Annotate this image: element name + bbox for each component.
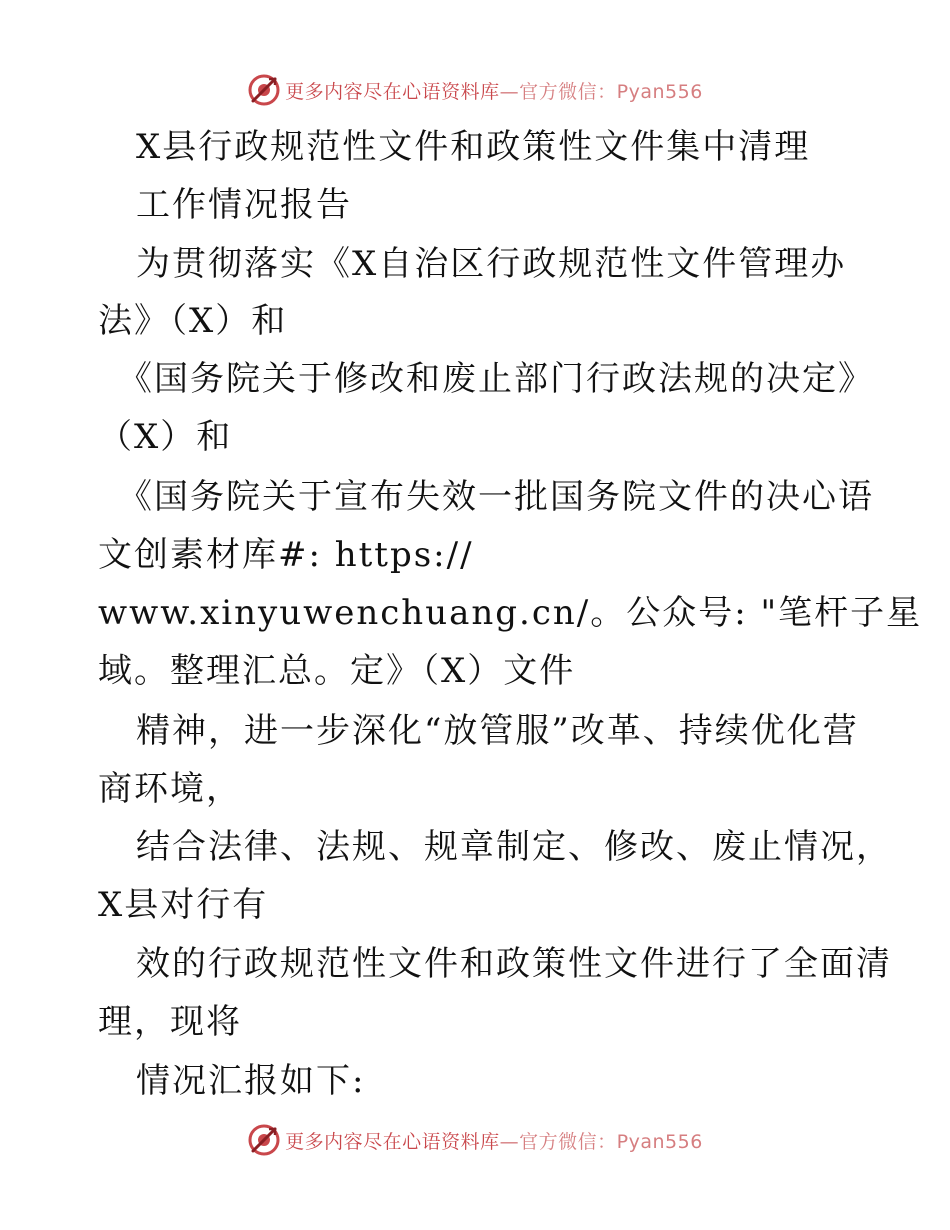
paragraph-line: 理，现将 [98,1002,242,1042]
paragraph-line: 文创素材库#: https:// [98,535,474,575]
footer-watermark-banner [0,1120,950,1160]
header-banner-main: 更多内容尽在心语资料库 [285,80,500,103]
footer-banner-text [285,1127,703,1154]
paragraph-line: www.xinyuwenchuang.cn/。公众号: "笔杆子星 [98,593,923,633]
paragraph-line: 情况汇报如下: [136,1061,366,1101]
document-title-line1: X县行政规范性文件和政策性文件集中清理 [136,127,811,167]
paragraph-line: 为贯彻落实《X自治区行政规范性文件管理办 [136,244,847,284]
paragraph-line: 域。整理汇总。定》（X）文件 [98,651,576,691]
document-title-line2: 工作情况报告 [136,185,352,225]
paragraph-line: 商环境， [98,769,242,809]
xinyu-logo-icon [247,1123,281,1157]
paragraph-line: 结合法律、法规、规章制定、修改、废止情况， [136,827,892,867]
header-banner-sub: —官方微信：Pyan556 [499,80,703,103]
paragraph-line: 《国务院关于修改和废止部门行政法规的决定》 [118,359,874,399]
paragraph-line: 法》（X）和 [98,301,288,341]
footer-banner-main: 更多内容尽在心语资料库 [285,1130,500,1153]
paragraph-line: 《国务院关于宣布失效一批国务院文件的决心语 [118,477,874,517]
paragraph-line: 精神，进一步深化“放管服”改革、持续优化营 [136,711,859,751]
footer-banner-sub: —官方微信：Pyan556 [499,1130,703,1153]
paragraph-line: X县对行有 [98,885,269,925]
paragraph-line: （X）和 [98,417,233,457]
paragraph-line: 效的行政规范性文件和政策性文件进行了全面清 [136,944,892,984]
